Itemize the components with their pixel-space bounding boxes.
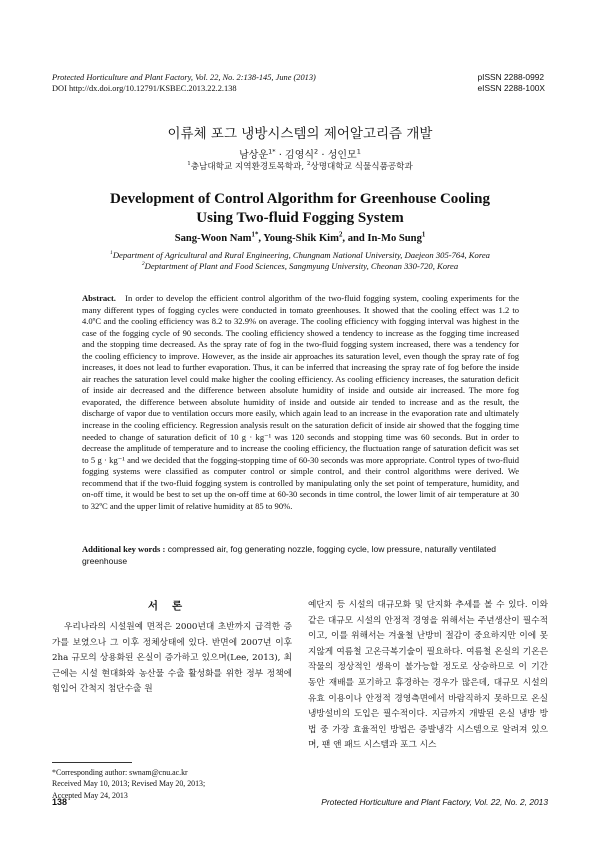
english-authors: Sang-Woon Nam$^{1*}$, Young-Shik Kim$^2$, and In-Mo Sung$^1$ bbox=[174, 231, 426, 244]
english-author-2: , Young-Shik Kim bbox=[258, 233, 339, 244]
korean-author-1: 남상운 bbox=[239, 150, 269, 161]
journal-citation: Protected Horticulture and Plant Factory, Vol. 22, No. 2:138-145, June (2013) bbox=[52, 73, 316, 82]
footnote-divider bbox=[52, 762, 132, 763]
english-affiliations: $^1$Department of Agricultural and Rural Engineering, Chungnam National University, Daejeon 305-764, Korea $^2$Deptartment of Plant and Food Sciences, Sangmyung University, Cheonan 330-720, Korea bbox=[110, 250, 490, 271]
english-title bbox=[0, 190, 600, 227]
english-author-1: Sang-Woon Nam bbox=[174, 233, 252, 244]
abstract-text: In order to develop the efficient control algorithm of the two-fluid fogging system, cooling experiments for the many different types of fogging cycles were conducted in tomato greenhouses. It showed that the cooling effect was 1.2 to 4.0ºC and the cooling efficiency was 8.2 to 32.9% on average. The cooling efficiency with fogging interval was highest in the case of the fogging cycle of 90 seconds. The cooling efficiency showed a tendency to increase as the fogging time increased and the stopping time decreased. As the spray rate of fog in the two-fluid fogging system increased, there was a tendency for the cooling efficiency to improve. However, as the inside air approaches its saturation level, even though the spray rate of fog increases, it does not lead to further evaporation. Thus, it can be inferred that increasing the spray rate of fog before the inside air reaches the saturation level could make higher the cooling efficiency. As cooling efficiency increases, the saturation deficit of inside air decreased and the difference between absolute humidity of inside and outside air increased. The more fog evaporated, the difference between absolute humidity of inside and outside air tended to increase and as the result, the discharge of vapor due to ventilation occurs more easily, which again lead to an increase in the evaporation rate and ultimately increase in the cooling efficiency. Regression analysis result on the saturation deficit of inside air showed that the fogging time needed to change of saturation deficit of 10 g · kg⁻¹ was 120 seconds and stopping time was 60 seconds. But in order to decrease the amplitude of temperature and to increase the cooling efficiency, the fluctuation range of saturation deficit was set to 5 g · kg⁻¹ and we decided that the fogging-stopping time of 60-30 seconds was more appropriate. Control types of two-fluid fogging systems were classified as computer control or simple control, and their control algorithms were derived. We recommend that if the two-fluid fogging system is controlled by manipulating only the set point of temperature, humidity, and on-off time, it would be best to set up the on-off time at 60-30 seconds in time control, the lower limit of air temperature at 30 to 32ºC and the upper limit of relative humidity at 85 to 90%. bbox=[82, 293, 519, 511]
english-affil-1: Department of Agricultural and Rural Engineering, Chungnam National University, Daejeon 305-764, Korea bbox=[112, 250, 490, 260]
section-title-introduction: 서론 bbox=[147, 600, 197, 612]
accepted-date: Accepted May 24, 2013 bbox=[52, 790, 128, 800]
body-left-column: 우리나라의 시설원예 면적은 2000년대 초반까지 급격한 증가를 보였으나 그 이후 정체상태에 있다. 반면에 2007년 이후 2ha 규모의 상용화된 온실이 증가하고 있으며(Lee, 2013), 최근에는 시설 현대화와 농산물 수출 활성화를 위한 정부 정책에 힘입어 간척지 첨단수출 원 bbox=[52, 622, 292, 695]
journal-header bbox=[52, 72, 316, 94]
english-author-3: , and In-Mo Sung bbox=[342, 233, 422, 244]
page-number: 138 bbox=[52, 797, 68, 807]
korean-title: 이류체 포그 냉방시스템의 제어알고리즘 개발 bbox=[167, 126, 433, 142]
english-title-line-1: Development of Control Algorithm for Greenhouse Cooling bbox=[110, 191, 490, 207]
abstract bbox=[82, 293, 519, 512]
keywords bbox=[82, 544, 519, 567]
issn-block bbox=[477, 72, 545, 94]
korean-affil-1: 충남대학교 지역환경토목학과, bbox=[190, 162, 307, 172]
doi-line: DOI http://dx.doi.org/10.12791/KSBEC.2013.22.2.138 bbox=[52, 84, 237, 93]
corresponding-author: *Corresponding author: swnam@cnu.ac.kr bbox=[52, 768, 188, 777]
abstract-label: Abstract. bbox=[82, 293, 116, 303]
received-dates: Received May 10, 2013; Revised May 20, 2013; bbox=[52, 779, 206, 789]
body-right-column: 예단지 등 시설의 대규모화 및 단지화 추세를 볼 수 있다. 이와 같은 대규모 시설의 안정적 경영을 위해서는 주년생산이 필수적이고, 이를 위해서는 겨울철 난방비 절감이 중요하지만 이에 못지않게 여름철 고온극복기술이 필요하다. 여름철 온실의 기온은 작물의 정상적인 생육이 불가능할 정도로 상승하므로 이 기간 동안 재배를 포기하고 휴경하는 경우가 많은데, 대규모 시설의 유효 이용이나 안정적 경영측면에서 바람직하지 못하므로 온실 냉방설비의 도입은 필수적이다. 지금까지 개발된 온실 냉방 방법 중 가장 효율적인 방법은 증발냉각 시스템으로 알려져 있으며, 팬 앤 패드 시스템과 포그 시스 bbox=[308, 600, 548, 751]
footnote bbox=[52, 767, 205, 801]
korean-affiliations: $^1$충남대학교 지역환경토목학과, $^2$상명대학교 식물식품공학과 bbox=[187, 161, 413, 172]
eissn: eISSN 2288-100X bbox=[477, 83, 545, 93]
english-affil-2: Deptartment of Plant and Food Sciences, Sangmyung University, Cheonan 330-720, Korea bbox=[144, 261, 459, 271]
pissn: pISSN 2288-0992 bbox=[477, 72, 545, 82]
english-title-line-2: Using Two-fluid Fogging System bbox=[196, 209, 404, 226]
korean-author-3: · 성인모 bbox=[318, 150, 357, 161]
korean-author-2: · 김영식 bbox=[275, 150, 315, 161]
keywords-text: compressed air, fog generating nozzle, fogging cycle, low pressure, naturally ventilated greenhouse bbox=[82, 544, 497, 566]
korean-authors: 남상운$^{1*}$ · 김영식$^2$ · 성인모$^1$ bbox=[239, 147, 361, 161]
footer-journal: Protected Horticulture and Plant Factory, Vol. 22, No. 2, 2013 bbox=[321, 797, 548, 807]
keywords-label: Additional key words : bbox=[82, 544, 166, 554]
korean-affil-2: 상명대학교 식물식품공학과 bbox=[310, 162, 413, 172]
